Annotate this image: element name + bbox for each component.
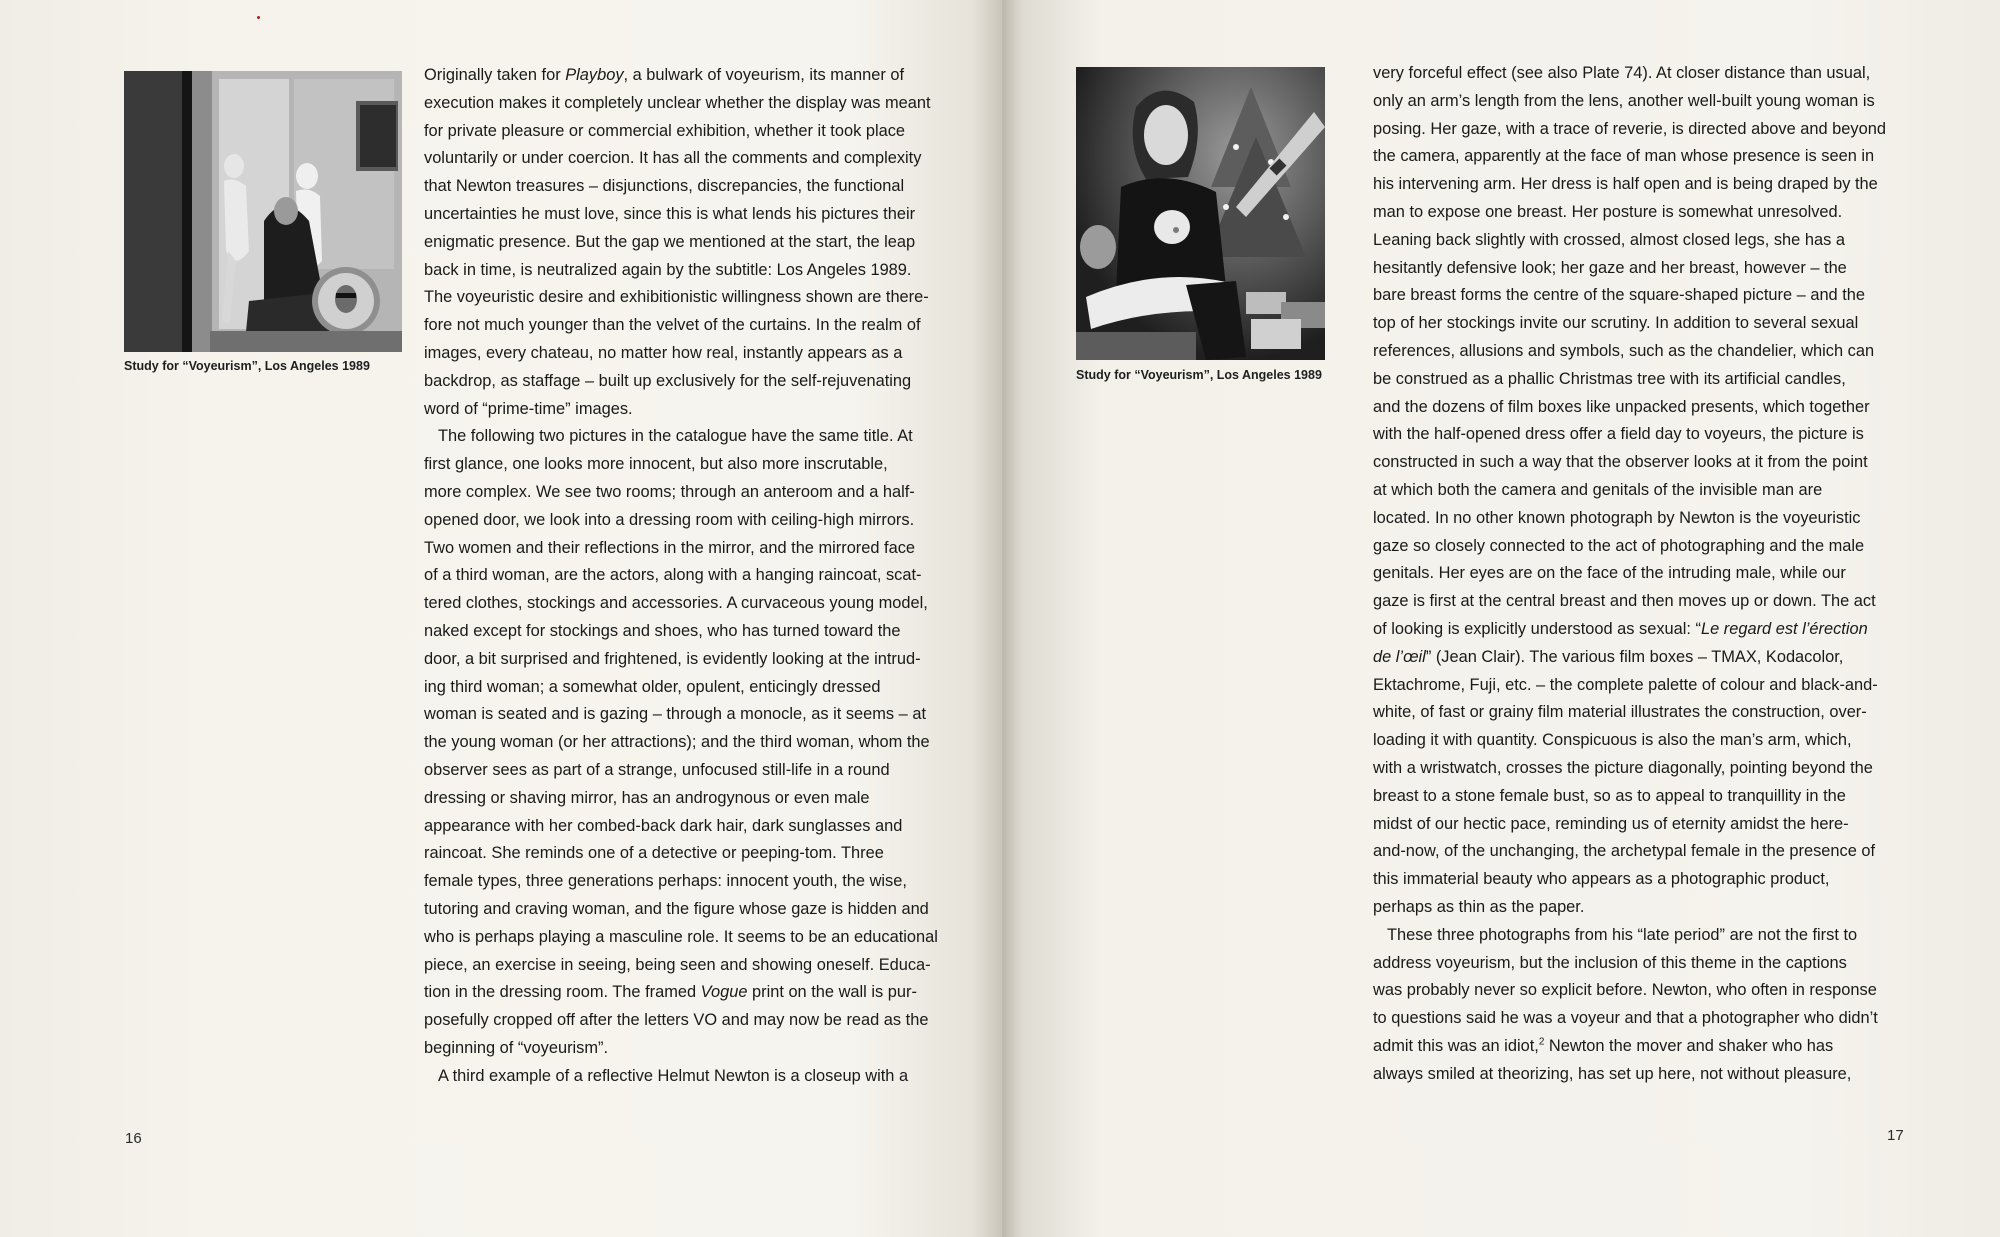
text-line <box>424 896 938 924</box>
text-line <box>1373 811 1886 839</box>
text-run: the young woman (or her attractions); and the third woman, whom the <box>424 733 930 752</box>
text-line <box>1373 449 1886 477</box>
text-run: word of “prime-time” images. <box>424 399 633 418</box>
right-page <box>1002 0 2000 1237</box>
text-run: top of her stockings invite our scrutiny. In addition to several sexual <box>1373 314 1859 333</box>
page-number: 16 <box>125 1130 142 1147</box>
text-run: back in time, is neutralized again by the subtitle: Los Angeles 1989. <box>424 260 912 279</box>
text-line <box>1373 894 1886 922</box>
text-line <box>1373 950 1886 978</box>
text-run: dressing or shaving mirror, has an androgynous or even male <box>424 788 870 807</box>
text-run: Ektachrome, Fuji, etc. – the complete palette of colour and black-and- <box>1373 675 1878 694</box>
text-line <box>1373 116 1886 144</box>
text-line <box>424 451 938 479</box>
text-line <box>424 312 938 340</box>
text-run: this immaterial beauty who appears as a photographic product, <box>1373 870 1830 889</box>
text-run: ing third woman; a somewhat older, opulent, enticingly dressed <box>424 677 881 696</box>
text-run: uncertainties he must love, since this is what lends his pictures their <box>424 204 916 223</box>
text-line <box>424 173 938 201</box>
text-run: of looking is explicitly understood as sexual: “ <box>1373 619 1701 638</box>
text-run: Two women and their reflections in the mirror, and the mirrored face <box>424 538 916 557</box>
text-run: observer sees as part of a strange, unfocused still-life in a round <box>424 760 890 779</box>
text-run: man to expose one breast. Her posture is somewhat unresolved. <box>1373 202 1843 221</box>
text-line <box>1373 727 1886 755</box>
text-line <box>424 952 938 980</box>
text-run: piece, an exercise in seeing, being seen and showing oneself. Educa- <box>424 955 931 974</box>
ink-speck <box>257 16 260 19</box>
text-run: with a wristwatch, crosses the picture diagonally, pointing beyond the <box>1373 758 1873 777</box>
text-run: the camera, apparently at the face of man whose presence is seen in <box>1373 147 1875 166</box>
text-line <box>1373 477 1886 505</box>
text-run: only an arm’s length from the lens, another well-built young woman is <box>1373 91 1875 110</box>
text-line <box>424 62 938 90</box>
text-line <box>424 701 938 729</box>
photo-caption: Study for “Voyeurism”, Los Angeles 1989 <box>1076 368 1322 382</box>
text-line <box>424 340 938 368</box>
text-line <box>424 813 938 841</box>
text-run: The following two pictures in the catalogue have the same title. At <box>438 427 913 446</box>
text-run: very forceful effect (see also Plate 74). At closer distance than usual, <box>1373 64 1871 82</box>
text-run: always smiled at theorizing, has set up here, not without pleasure, <box>1373 1064 1852 1083</box>
text-run: posefully cropped off after the letters VO and may now be read as the <box>424 1011 929 1030</box>
text-run: Originally taken for <box>424 66 566 84</box>
text-line <box>1373 338 1886 366</box>
text-run: white, of fast or grainy film material illustrates the construction, over- <box>1373 703 1867 722</box>
text-run: The voyeuristic desire and exhibitionistic willingness shown are there- <box>424 288 929 307</box>
text-line <box>1373 533 1886 561</box>
text-line <box>1373 977 1886 1005</box>
text-line <box>424 201 938 229</box>
text-run: midst of our hectic pace, reminding us of eternity amidst the here- <box>1373 814 1849 833</box>
text-run: voluntarily or under coercion. It has all the comments and complexity <box>424 149 922 168</box>
italic-run: Playboy <box>565 66 624 84</box>
text-run: at which both the camera and genitals of the invisible man are <box>1373 480 1823 499</box>
text-run: enigmatic presence. But the gap we mentioned at the start, the leap <box>424 232 916 251</box>
text-line <box>1373 560 1886 588</box>
text-run: located. In no other known photograph by Newton is the voyeuristic <box>1373 508 1861 527</box>
text-run: tion in the dressing room. The framed <box>424 983 701 1002</box>
text-run: woman is seated and is gazing – through a monocle, as it seems – at <box>424 705 927 724</box>
text-run: for private pleasure or commercial exhibition, whether it took place <box>424 121 906 140</box>
text-run: was probably never so explicit before. Newton, who often in response <box>1373 981 1877 1000</box>
text-line <box>1373 838 1886 866</box>
text-line <box>1373 143 1886 171</box>
text-run: female types, three generations perhaps: innocent youth, the wise, <box>424 872 907 891</box>
text-run: bare breast forms the centre of the square-shaped picture – and the <box>1373 286 1866 305</box>
text-line <box>1373 1033 1886 1061</box>
text-line <box>1373 255 1886 283</box>
text-run: breast to a stone female bust, so as to appeal to tranquillity in the <box>1373 786 1846 805</box>
text-line <box>1373 366 1886 394</box>
text-line <box>424 145 938 173</box>
text-line <box>1373 282 1886 310</box>
text-run: posing. Her gaze, with a trace of reverie, is directed above and beyond <box>1373 119 1886 138</box>
text-run: A third example of a reflective Helmut Newton is a closeup with a <box>438 1066 909 1085</box>
text-line <box>1373 922 1886 950</box>
text-line <box>424 757 938 785</box>
text-run: loading it with quantity. Conspicuous is also the man’s arm, which, <box>1373 731 1852 750</box>
text-line <box>424 507 938 535</box>
text-run: These three photographs from his “late period” are not the first to <box>1387 925 1858 944</box>
text-line <box>424 1035 938 1063</box>
text-run: address voyeurism, but the inclusion of this theme in the captions <box>1373 953 1847 972</box>
page-number: 17 <box>1887 1127 1904 1144</box>
text-run: first glance, one looks more innocent, but also more inscrutable, <box>424 455 888 474</box>
text-line <box>1373 616 1886 644</box>
text-line <box>424 729 938 757</box>
text-line <box>424 924 938 952</box>
left-body-text <box>424 62 938 1090</box>
italic-run: de l’œil <box>1373 647 1426 666</box>
text-run: door, a bit surprised and frightened, is evidently looking at the intrud- <box>424 649 921 668</box>
text-run: raincoat. She reminds one of a detective or peeping-tom. Three <box>424 844 884 863</box>
text-line <box>424 562 938 590</box>
footnote-marker: 2 <box>1538 1036 1545 1048</box>
text-line <box>1373 755 1886 783</box>
text-line <box>424 90 938 118</box>
text-line <box>424 979 938 1007</box>
text-run: opened door, we look into a dressing room with ceiling-high mirrors. <box>424 510 915 529</box>
text-line <box>1373 60 1886 88</box>
text-line <box>1373 672 1886 700</box>
text-run: hesitantly defensive look; her gaze and her breast, however – the <box>1373 258 1847 277</box>
text-line <box>1373 783 1886 811</box>
text-run: constructed in such a way that the observer looks at it from the point <box>1373 453 1868 472</box>
text-run: tered clothes, stockings and accessories. A curvaceous young model, <box>424 594 928 613</box>
text-line <box>424 229 938 257</box>
italic-run: Vogue <box>700 983 748 1002</box>
text-run: gaze so closely connected to the act of photographing and the male <box>1373 536 1865 555</box>
text-line <box>1373 199 1886 227</box>
text-run: , a bulwark of voyeurism, its manner of <box>623 66 905 84</box>
text-line <box>424 118 938 146</box>
text-run: Leaning back slightly with crossed, almost closed legs, she has a <box>1373 230 1845 249</box>
text-run: of a third woman, are the actors, along with a hanging raincoat, scat- <box>424 566 922 585</box>
text-run: admit this was an idiot, <box>1373 1036 1539 1055</box>
text-line <box>424 618 938 646</box>
text-line <box>1373 171 1886 199</box>
text-run: that Newton treasures – disjunctions, discrepancies, the functional <box>424 177 905 196</box>
text-run: gaze is first at the central breast and then moves up or down. The act <box>1373 592 1876 611</box>
text-line <box>1373 644 1886 672</box>
text-run: with the half-opened dress offer a field day to voyeurs, the picture is <box>1373 425 1864 444</box>
right-body-text <box>1373 60 1886 1088</box>
text-line <box>1373 394 1886 422</box>
text-line <box>424 535 938 563</box>
text-run: be construed as a phallic Christmas tree with its artificial candles, <box>1373 369 1846 388</box>
text-line <box>424 1007 938 1035</box>
text-line <box>1373 699 1886 727</box>
text-run: print on the wall is pur- <box>747 983 917 1002</box>
text-line <box>424 868 938 896</box>
text-line <box>424 257 938 285</box>
text-line <box>424 840 938 868</box>
text-line <box>1373 88 1886 116</box>
text-run: his intervening arm. Her dress is half open and is being draped by the <box>1373 175 1878 194</box>
text-run: Newton the mover and shaker who has <box>1544 1036 1834 1055</box>
text-line <box>1373 421 1886 449</box>
italic-run: Le regard est l’érection <box>1700 619 1868 638</box>
text-run: more complex. We see two rooms; through an anteroom and a half- <box>424 482 915 501</box>
text-line <box>1373 227 1886 255</box>
text-line <box>424 368 938 396</box>
photo-caption: Study for “Voyeurism”, Los Angeles 1989 <box>124 359 370 373</box>
text-run: who is perhaps playing a masculine role. It seems to be an educational <box>424 927 938 946</box>
text-line <box>1373 505 1886 533</box>
text-line <box>424 1063 938 1091</box>
text-line <box>1373 310 1886 338</box>
text-run: naked except for stockings and shoes, who has turned toward the <box>424 621 901 640</box>
text-run: backdrop, as staffage – built up exclusively for the self-rejuvenating <box>424 371 912 390</box>
text-line <box>424 284 938 312</box>
text-run: execution makes it completely unclear whether the display was meant <box>424 93 931 112</box>
text-run: and the dozens of film boxes like unpacked presents, which together <box>1373 397 1870 416</box>
dressing-room-mirrors-photo <box>124 71 402 352</box>
text-line <box>424 396 938 424</box>
text-run: ” (Jean Clair). The various film boxes – TMAX, Kodacolor, <box>1425 647 1844 666</box>
text-line <box>424 785 938 813</box>
text-line <box>424 674 938 702</box>
text-line <box>424 423 938 451</box>
text-run: beginning of “voyeurism”. <box>424 1038 609 1057</box>
text-line <box>424 590 938 618</box>
text-line <box>1373 588 1886 616</box>
text-run: images, every chateau, no matter how real, instantly appears as a <box>424 343 903 362</box>
text-line <box>1373 866 1886 894</box>
text-line <box>424 646 938 674</box>
text-line <box>1373 1061 1886 1089</box>
woman-with-chandelier-photo <box>1076 67 1325 360</box>
text-run: perhaps as thin as the paper. <box>1373 897 1585 916</box>
text-run: and-now, of the unchanging, the archetypal female in the presence of <box>1373 842 1876 861</box>
text-run: tutoring and craving woman, and the figure whose gaze is hidden and <box>424 899 929 918</box>
text-run: genitals. Her eyes are on the face of the intruding male, while our <box>1373 564 1846 583</box>
text-line <box>424 479 938 507</box>
text-line <box>1373 1005 1886 1033</box>
text-run: appearance with her combed-back dark hair, dark sunglasses and <box>424 816 903 835</box>
text-run: to questions said he was a voyeur and that a photographer who didn’t <box>1373 1009 1878 1028</box>
text-run: references, allusions and symbols, such as the chandelier, which can <box>1373 341 1875 360</box>
text-run: fore not much younger than the velvet of the curtains. In the realm of <box>424 316 921 335</box>
